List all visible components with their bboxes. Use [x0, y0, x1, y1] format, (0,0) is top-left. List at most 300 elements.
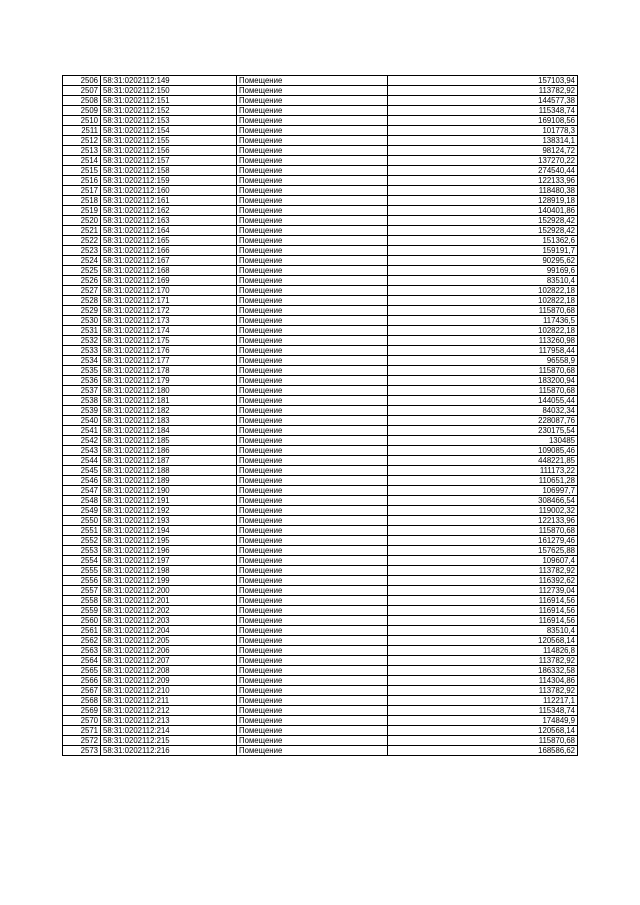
row-number-cell: 2573 [63, 746, 101, 756]
cadastral-number-cell: 58:31:0202112:199 [101, 576, 237, 586]
cadastral-value-cell: 115870,68 [388, 306, 578, 316]
row-number-cell: 2565 [63, 666, 101, 676]
cadastral-number-cell: 58:31:0202112:200 [101, 586, 237, 596]
cadastral-value-cell: 99169,6 [388, 266, 578, 276]
cadastral-number-cell: 58:31:0202112:168 [101, 266, 237, 276]
cadastral-number-cell: 58:31:0202112:214 [101, 726, 237, 736]
row-number-cell: 2561 [63, 626, 101, 636]
cadastral-value-cell: 115348,74 [388, 106, 578, 116]
object-type-cell: Помещение [237, 616, 388, 626]
cadastral-number-cell: 58:31:0202112:160 [101, 186, 237, 196]
cadastral-value-cell: 98124,72 [388, 146, 578, 156]
cadastral-number-cell: 58:31:0202112:205 [101, 636, 237, 646]
object-type-cell: Помещение [237, 96, 388, 106]
object-type-cell: Помещение [237, 116, 388, 126]
table-row [63, 666, 578, 676]
row-number-cell: 2527 [63, 286, 101, 296]
cadastral-value-cell: 120568,14 [388, 636, 578, 646]
cadastral-value-cell: 109085,46 [388, 446, 578, 456]
table-row [63, 686, 578, 696]
object-type-cell: Помещение [237, 656, 388, 666]
object-type-cell: Помещение [237, 736, 388, 746]
table-row [63, 216, 578, 226]
table-row [63, 106, 578, 116]
object-type-cell: Помещение [237, 516, 388, 526]
object-type-cell: Помещение [237, 576, 388, 586]
row-number-cell: 2536 [63, 376, 101, 386]
table-row [63, 176, 578, 186]
row-number-cell: 2531 [63, 326, 101, 336]
object-type-cell: Помещение [237, 486, 388, 496]
row-number-cell: 2506 [63, 76, 101, 86]
row-number-cell: 2516 [63, 176, 101, 186]
table-row [63, 336, 578, 346]
cadastral-value-cell: 109607,4 [388, 556, 578, 566]
cadastral-value-cell: 110651,28 [388, 476, 578, 486]
cadastral-value-cell: 157625,88 [388, 546, 578, 556]
cadastral-number-cell: 58:31:0202112:180 [101, 386, 237, 396]
table-row [63, 76, 578, 86]
table-row [63, 366, 578, 376]
table-row [63, 676, 578, 686]
object-type-cell: Помещение [237, 226, 388, 236]
cadastral-value-cell: 152928,42 [388, 216, 578, 226]
cadastral-number-cell: 58:31:0202112:198 [101, 566, 237, 576]
cadastral-value-cell: 159191,7 [388, 246, 578, 256]
row-number-cell: 2547 [63, 486, 101, 496]
object-type-cell: Помещение [237, 256, 388, 266]
table-row [63, 396, 578, 406]
cadastral-value-cell: 174849,9 [388, 716, 578, 726]
row-number-cell: 2540 [63, 416, 101, 426]
cadastral-number-cell: 58:31:0202112:216 [101, 746, 237, 756]
cadastral-value-cell: 274540,44 [388, 166, 578, 176]
table-row [63, 236, 578, 246]
cadastral-value-cell: 151362,6 [388, 236, 578, 246]
cadastral-number-cell: 58:31:0202112:155 [101, 136, 237, 146]
row-number-cell: 2535 [63, 366, 101, 376]
cadastral-value-cell: 102822,18 [388, 286, 578, 296]
cadastral-value-cell: 137270,22 [388, 156, 578, 166]
object-type-cell: Помещение [237, 506, 388, 516]
row-number-cell: 2559 [63, 606, 101, 616]
cadastral-value-cell: 116914,56 [388, 606, 578, 616]
cadastral-value-cell: 308466,54 [388, 496, 578, 506]
cadastral-number-cell: 58:31:0202112:190 [101, 486, 237, 496]
table-row [63, 646, 578, 656]
table-row [63, 696, 578, 706]
table-row [63, 206, 578, 216]
cadastral-value-cell: 116914,56 [388, 596, 578, 606]
row-number-cell: 2552 [63, 536, 101, 546]
cadastral-number-cell: 58:31:0202112:188 [101, 466, 237, 476]
cadastral-number-cell: 58:31:0202112:152 [101, 106, 237, 116]
cadastral-number-cell: 58:31:0202112:163 [101, 216, 237, 226]
object-type-cell: Помещение [237, 276, 388, 286]
table-row [63, 346, 578, 356]
cadastral-value-cell: 114826,8 [388, 646, 578, 656]
cadastral-number-cell: 58:31:0202112:210 [101, 686, 237, 696]
table-row [63, 486, 578, 496]
row-number-cell: 2560 [63, 616, 101, 626]
cadastral-value-cell: 117958,44 [388, 346, 578, 356]
cadastral-number-cell: 58:31:0202112:193 [101, 516, 237, 526]
object-type-cell: Помещение [237, 546, 388, 556]
cadastral-value-cell: 168586,62 [388, 746, 578, 756]
cadastral-value-cell: 161279,46 [388, 536, 578, 546]
table-row [63, 186, 578, 196]
table-row [63, 356, 578, 366]
cadastral-number-cell: 58:31:0202112:177 [101, 356, 237, 366]
row-number-cell: 2556 [63, 576, 101, 586]
row-number-cell: 2510 [63, 116, 101, 126]
cadastral-value-cell: 101778,3 [388, 126, 578, 136]
table-row [63, 266, 578, 276]
cadastral-number-cell: 58:31:0202112:191 [101, 496, 237, 506]
object-type-cell: Помещение [237, 676, 388, 686]
table-row [63, 196, 578, 206]
cadastral-number-cell: 58:31:0202112:169 [101, 276, 237, 286]
table-row [63, 96, 578, 106]
object-type-cell: Помещение [237, 626, 388, 636]
cadastral-number-cell: 58:31:0202112:153 [101, 116, 237, 126]
row-number-cell: 2523 [63, 246, 101, 256]
cadastral-value-cell: 152928,42 [388, 226, 578, 236]
cadastral-number-cell: 58:31:0202112:206 [101, 646, 237, 656]
object-type-cell: Помещение [237, 386, 388, 396]
cadastral-value-cell: 83510,4 [388, 276, 578, 286]
object-type-cell: Помещение [237, 706, 388, 716]
cadastral-number-cell: 58:31:0202112:201 [101, 596, 237, 606]
cadastral-value-cell: 96558,9 [388, 356, 578, 366]
object-type-cell: Помещение [237, 646, 388, 656]
cadastral-value-cell: 186332,58 [388, 666, 578, 676]
object-type-cell: Помещение [237, 156, 388, 166]
table-row [63, 726, 578, 736]
row-number-cell: 2537 [63, 386, 101, 396]
row-number-cell: 2546 [63, 476, 101, 486]
row-number-cell: 2526 [63, 276, 101, 286]
table-row [63, 326, 578, 336]
object-type-cell: Помещение [237, 456, 388, 466]
table-row [63, 136, 578, 146]
cadastral-value-cell: 144055,44 [388, 396, 578, 406]
object-type-cell: Помещение [237, 306, 388, 316]
row-number-cell: 2524 [63, 256, 101, 266]
table-row [63, 446, 578, 456]
cadastral-value-cell: 106997,7 [388, 486, 578, 496]
cadastral-number-cell: 58:31:0202112:209 [101, 676, 237, 686]
object-type-cell: Помещение [237, 716, 388, 726]
object-type-cell: Помещение [237, 326, 388, 336]
cadastral-number-cell: 58:31:0202112:208 [101, 666, 237, 676]
row-number-cell: 2544 [63, 456, 101, 466]
cadastral-value-cell: 138314,1 [388, 136, 578, 146]
table-row [63, 476, 578, 486]
cadastral-value-cell: 102822,18 [388, 326, 578, 336]
document-page [62, 75, 577, 756]
object-type-cell: Помещение [237, 106, 388, 116]
table-row [63, 276, 578, 286]
cadastral-number-cell: 58:31:0202112:192 [101, 506, 237, 516]
cadastral-value-cell: 118480,38 [388, 186, 578, 196]
table-row [63, 586, 578, 596]
cadastral-value-cell: 113782,92 [388, 566, 578, 576]
row-number-cell: 2571 [63, 726, 101, 736]
cadastral-number-cell: 58:31:0202112:166 [101, 246, 237, 256]
table-row [63, 606, 578, 616]
row-number-cell: 2533 [63, 346, 101, 356]
object-type-cell: Помещение [237, 316, 388, 326]
table-row [63, 496, 578, 506]
cadastral-number-cell: 58:31:0202112:182 [101, 406, 237, 416]
cadastral-number-cell: 58:31:0202112:170 [101, 286, 237, 296]
row-number-cell: 2572 [63, 736, 101, 746]
table-row [63, 316, 578, 326]
cadastral-number-cell: 58:31:0202112:156 [101, 146, 237, 156]
object-type-cell: Помещение [237, 286, 388, 296]
cadastral-value-cell: 116392,62 [388, 576, 578, 586]
object-type-cell: Помещение [237, 376, 388, 386]
cadastral-number-cell: 58:31:0202112:164 [101, 226, 237, 236]
row-number-cell: 2513 [63, 146, 101, 156]
object-type-cell: Помещение [237, 76, 388, 86]
cadastral-value-cell: 140401,86 [388, 206, 578, 216]
row-number-cell: 2563 [63, 646, 101, 656]
table-row [63, 256, 578, 266]
cadastral-number-cell: 58:31:0202112:167 [101, 256, 237, 266]
object-type-cell: Помещение [237, 86, 388, 96]
row-number-cell: 2519 [63, 206, 101, 216]
cadastral-number-cell: 58:31:0202112:149 [101, 76, 237, 86]
cadastral-number-cell: 58:31:0202112:179 [101, 376, 237, 386]
cadastral-value-cell: 119002,32 [388, 506, 578, 516]
row-number-cell: 2542 [63, 436, 101, 446]
cadastral-number-cell: 58:31:0202112:194 [101, 526, 237, 536]
cadastral-value-cell: 102822,18 [388, 296, 578, 306]
object-type-cell: Помещение [237, 476, 388, 486]
cadastral-number-cell: 58:31:0202112:211 [101, 696, 237, 706]
cadastral-number-cell: 58:31:0202112:186 [101, 446, 237, 456]
cadastral-value-cell: 83510,4 [388, 626, 578, 636]
cadastral-number-cell: 58:31:0202112:159 [101, 176, 237, 186]
table-row [63, 536, 578, 546]
table-row [63, 306, 578, 316]
cadastral-value-cell: 115870,68 [388, 736, 578, 746]
cadastral-value-cell: 115870,68 [388, 386, 578, 396]
cadastral-value-cell: 90295,62 [388, 256, 578, 266]
table-row [63, 246, 578, 256]
object-type-cell: Помещение [237, 406, 388, 416]
property-registry-table [62, 75, 578, 756]
object-type-cell: Помещение [237, 166, 388, 176]
row-number-cell: 2529 [63, 306, 101, 316]
cadastral-value-cell: 128919,18 [388, 196, 578, 206]
object-type-cell: Помещение [237, 566, 388, 576]
cadastral-number-cell: 58:31:0202112:181 [101, 396, 237, 406]
table-row [63, 406, 578, 416]
object-type-cell: Помещение [237, 696, 388, 706]
object-type-cell: Помещение [237, 416, 388, 426]
row-number-cell: 2528 [63, 296, 101, 306]
table-row [63, 516, 578, 526]
cadastral-value-cell: 157103,94 [388, 76, 578, 86]
table-row [63, 576, 578, 586]
cadastral-number-cell: 58:31:0202112:204 [101, 626, 237, 636]
object-type-cell: Помещение [237, 216, 388, 226]
cadastral-value-cell: 228087,76 [388, 416, 578, 426]
cadastral-number-cell: 58:31:0202112:183 [101, 416, 237, 426]
row-number-cell: 2543 [63, 446, 101, 456]
object-type-cell: Помещение [237, 726, 388, 736]
cadastral-value-cell: 113782,92 [388, 686, 578, 696]
object-type-cell: Помещение [237, 426, 388, 436]
cadastral-value-cell: 111173,22 [388, 466, 578, 476]
table-row [63, 116, 578, 126]
cadastral-value-cell: 84032,34 [388, 406, 578, 416]
object-type-cell: Помещение [237, 176, 388, 186]
cadastral-value-cell: 230175,54 [388, 426, 578, 436]
cadastral-number-cell: 58:31:0202112:162 [101, 206, 237, 216]
object-type-cell: Помещение [237, 446, 388, 456]
object-type-cell: Помещение [237, 186, 388, 196]
cadastral-number-cell: 58:31:0202112:202 [101, 606, 237, 616]
object-type-cell: Помещение [237, 146, 388, 156]
object-type-cell: Помещение [237, 686, 388, 696]
table-row [63, 506, 578, 516]
cadastral-number-cell: 58:31:0202112:158 [101, 166, 237, 176]
cadastral-number-cell: 58:31:0202112:178 [101, 366, 237, 376]
row-number-cell: 2564 [63, 656, 101, 666]
row-number-cell: 2555 [63, 566, 101, 576]
cadastral-value-cell: 113260,98 [388, 336, 578, 346]
object-type-cell: Помещение [237, 606, 388, 616]
table-row [63, 376, 578, 386]
cadastral-number-cell: 58:31:0202112:187 [101, 456, 237, 466]
row-number-cell: 2550 [63, 516, 101, 526]
object-type-cell: Помещение [237, 356, 388, 366]
table-row [63, 656, 578, 666]
object-type-cell: Помещение [237, 536, 388, 546]
object-type-cell: Помещение [237, 466, 388, 476]
cadastral-value-cell: 116914,56 [388, 616, 578, 626]
table-row [63, 466, 578, 476]
row-number-cell: 2568 [63, 696, 101, 706]
row-number-cell: 2532 [63, 336, 101, 346]
table-row [63, 426, 578, 436]
cadastral-value-cell: 144577,38 [388, 96, 578, 106]
cadastral-value-cell: 114304,86 [388, 676, 578, 686]
cadastral-number-cell: 58:31:0202112:151 [101, 96, 237, 106]
row-number-cell: 2558 [63, 596, 101, 606]
table-row [63, 616, 578, 626]
cadastral-value-cell: 183200,94 [388, 376, 578, 386]
table-row [63, 456, 578, 466]
table-row [63, 126, 578, 136]
row-number-cell: 2566 [63, 676, 101, 686]
cadastral-number-cell: 58:31:0202112:213 [101, 716, 237, 726]
object-type-cell: Помещение [237, 436, 388, 446]
object-type-cell: Помещение [237, 396, 388, 406]
cadastral-number-cell: 58:31:0202112:154 [101, 126, 237, 136]
row-number-cell: 2530 [63, 316, 101, 326]
row-number-cell: 2569 [63, 706, 101, 716]
cadastral-value-cell: 113782,92 [388, 656, 578, 666]
cadastral-number-cell: 58:31:0202112:212 [101, 706, 237, 716]
cadastral-value-cell: 113782,92 [388, 86, 578, 96]
table-row [63, 626, 578, 636]
cadastral-number-cell: 58:31:0202112:172 [101, 306, 237, 316]
object-type-cell: Помещение [237, 596, 388, 606]
row-number-cell: 2518 [63, 196, 101, 206]
table-row [63, 226, 578, 236]
cadastral-number-cell: 58:31:0202112:185 [101, 436, 237, 446]
cadastral-number-cell: 58:31:0202112:189 [101, 476, 237, 486]
row-number-cell: 2508 [63, 96, 101, 106]
table-row [63, 596, 578, 606]
cadastral-number-cell: 58:31:0202112:175 [101, 336, 237, 346]
cadastral-value-cell: 112739,04 [388, 586, 578, 596]
cadastral-value-cell: 117436,5 [388, 316, 578, 326]
row-number-cell: 2554 [63, 556, 101, 566]
table-row [63, 636, 578, 646]
cadastral-number-cell: 58:31:0202112:165 [101, 236, 237, 246]
row-number-cell: 2553 [63, 546, 101, 556]
row-number-cell: 2515 [63, 166, 101, 176]
table-row [63, 736, 578, 746]
row-number-cell: 2525 [63, 266, 101, 276]
row-number-cell: 2545 [63, 466, 101, 476]
object-type-cell: Помещение [237, 746, 388, 756]
cadastral-number-cell: 58:31:0202112:171 [101, 296, 237, 306]
table-row [63, 716, 578, 726]
object-type-cell: Помещение [237, 206, 388, 216]
object-type-cell: Помещение [237, 246, 388, 256]
row-number-cell: 2509 [63, 106, 101, 116]
cadastral-value-cell: 120568,14 [388, 726, 578, 736]
table-row [63, 156, 578, 166]
row-number-cell: 2549 [63, 506, 101, 516]
object-type-cell: Помещение [237, 296, 388, 306]
table-body [63, 76, 578, 756]
cadastral-value-cell: 448221,85 [388, 456, 578, 466]
cadastral-number-cell: 58:31:0202112:150 [101, 86, 237, 96]
cadastral-value-cell: 130485 [388, 436, 578, 446]
row-number-cell: 2539 [63, 406, 101, 416]
cadastral-value-cell: 115870,68 [388, 526, 578, 536]
object-type-cell: Помещение [237, 556, 388, 566]
row-number-cell: 2541 [63, 426, 101, 436]
table-row [63, 526, 578, 536]
table-row [63, 566, 578, 576]
row-number-cell: 2514 [63, 156, 101, 166]
object-type-cell: Помещение [237, 126, 388, 136]
cadastral-number-cell: 58:31:0202112:197 [101, 556, 237, 566]
row-number-cell: 2512 [63, 136, 101, 146]
table-row [63, 166, 578, 176]
row-number-cell: 2521 [63, 226, 101, 236]
object-type-cell: Помещение [237, 136, 388, 146]
cadastral-number-cell: 58:31:0202112:196 [101, 546, 237, 556]
row-number-cell: 2548 [63, 496, 101, 506]
cadastral-number-cell: 58:31:0202112:174 [101, 326, 237, 336]
table-row [63, 436, 578, 446]
object-type-cell: Помещение [237, 636, 388, 646]
table-row [63, 416, 578, 426]
object-type-cell: Помещение [237, 586, 388, 596]
cadastral-number-cell: 58:31:0202112:184 [101, 426, 237, 436]
row-number-cell: 2567 [63, 686, 101, 696]
